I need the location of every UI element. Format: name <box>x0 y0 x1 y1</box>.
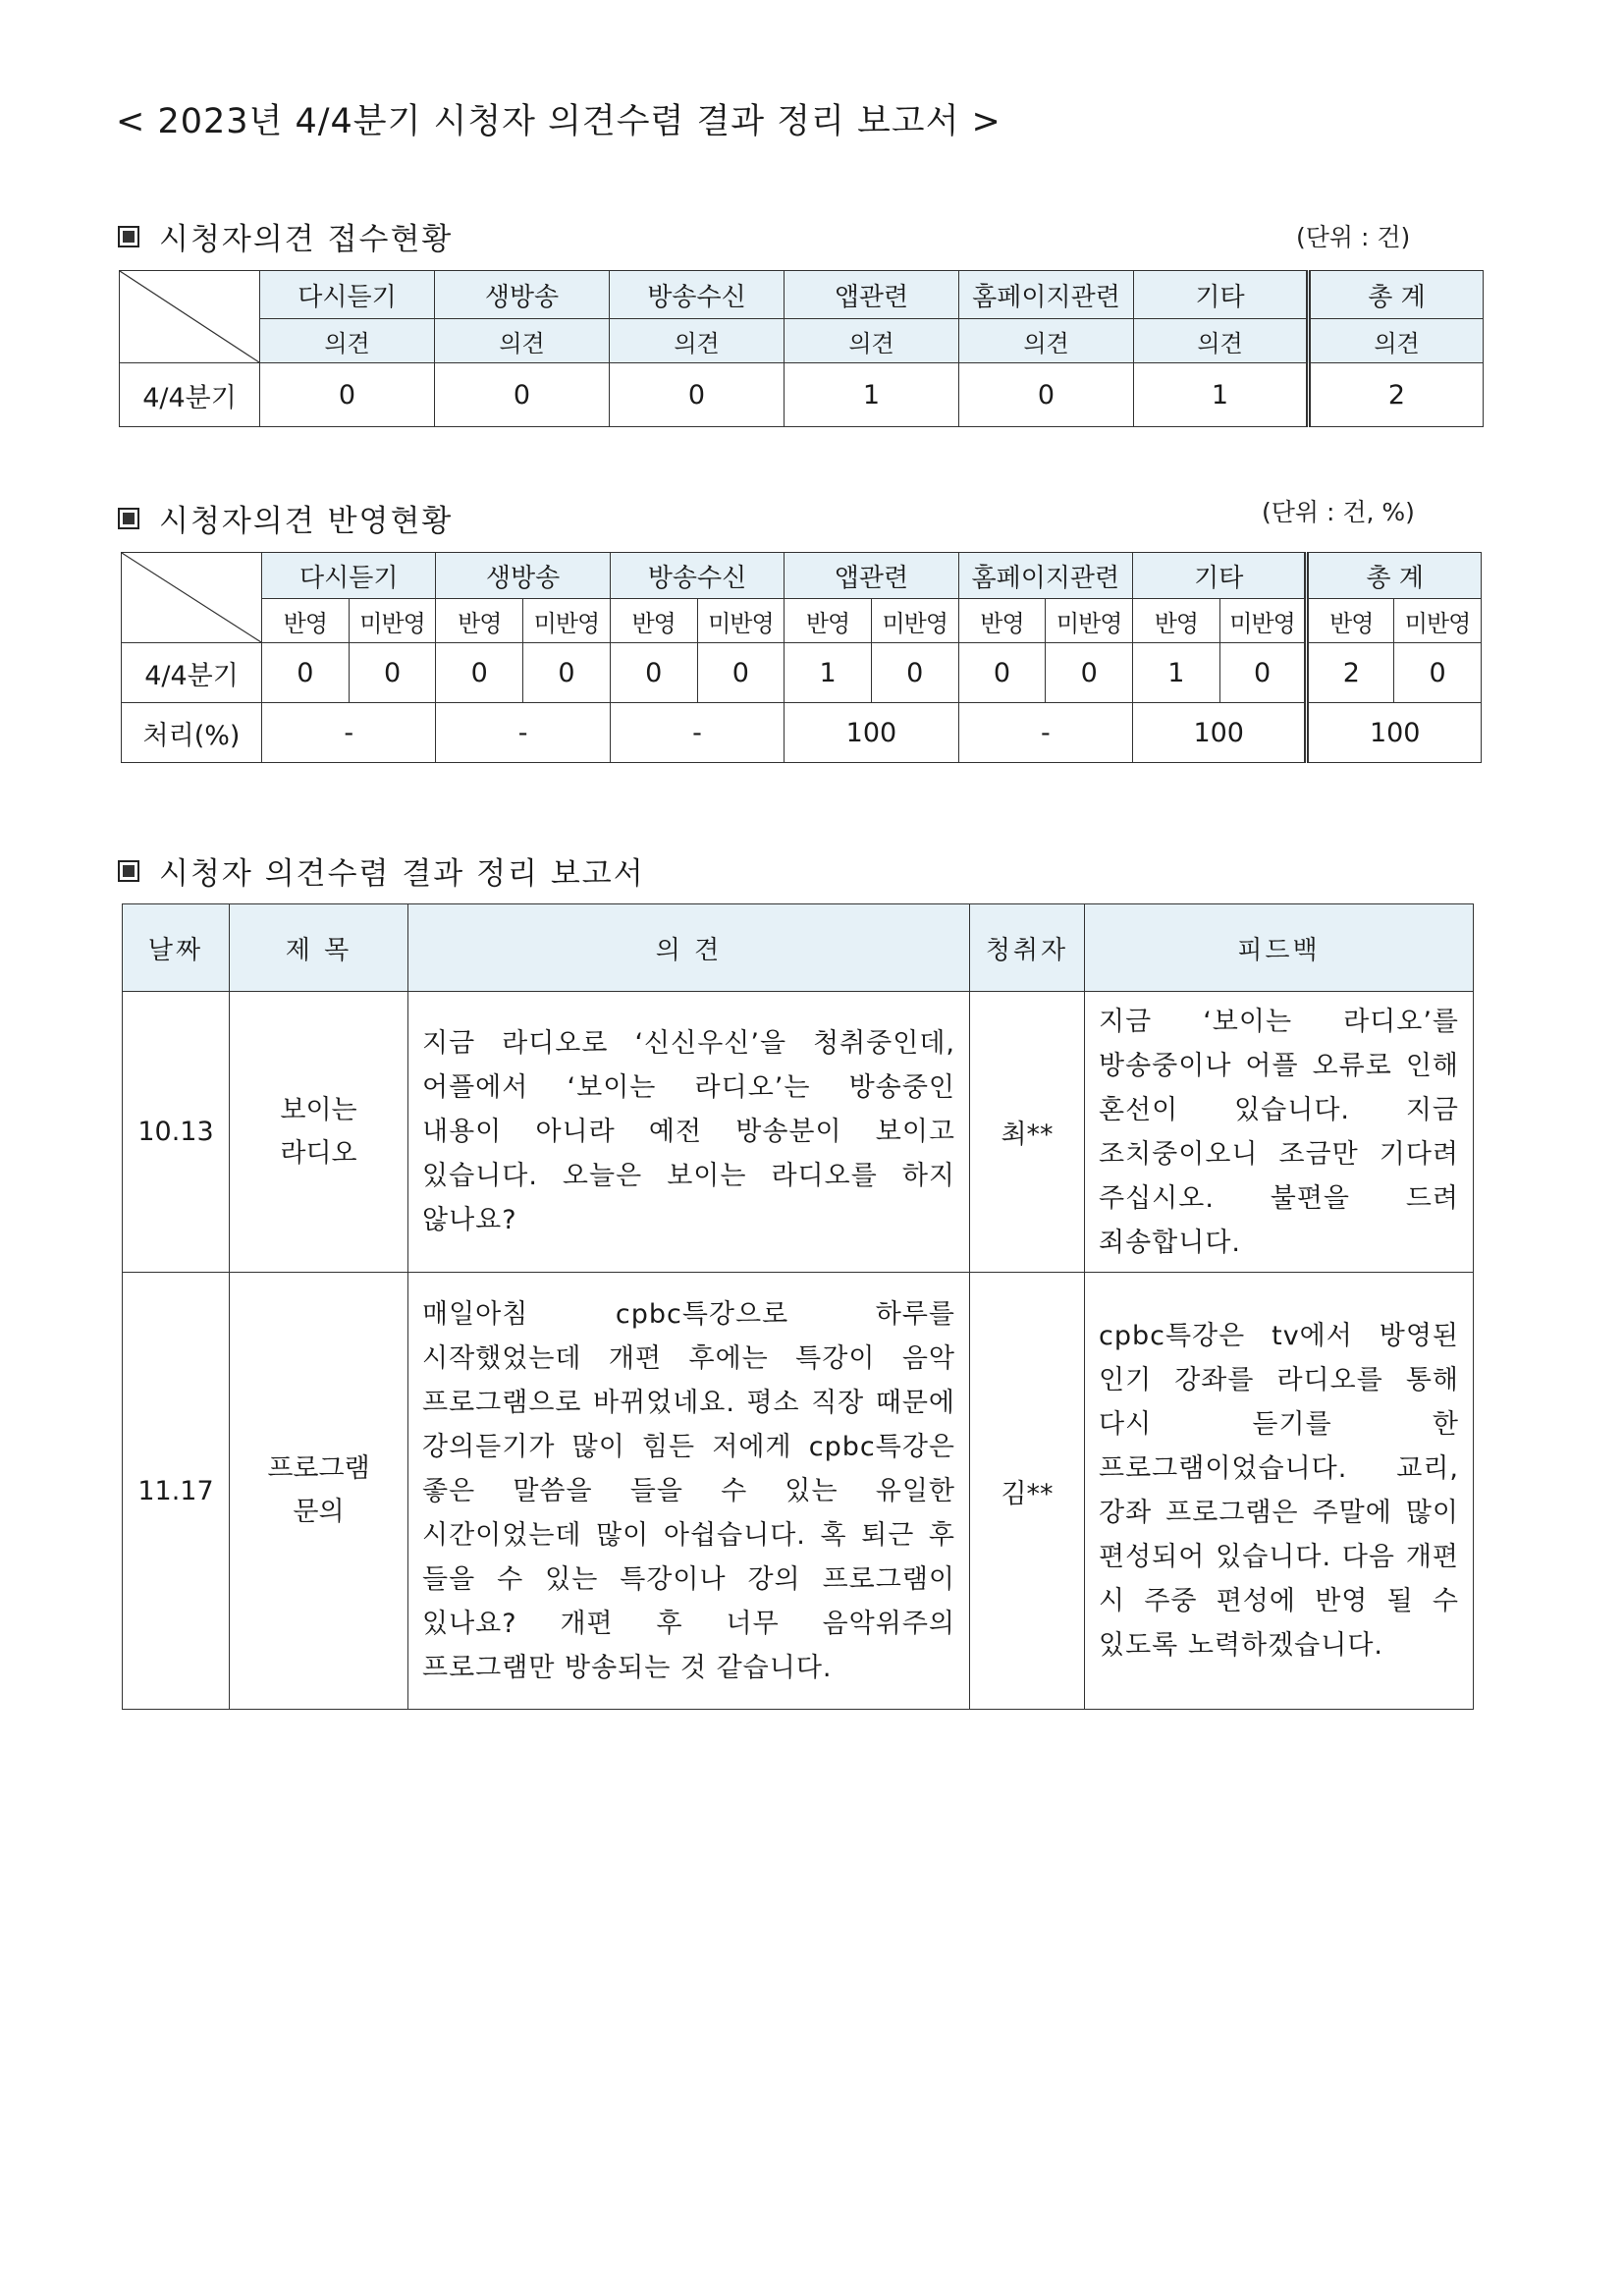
category-header: 다시듣기 <box>262 553 436 599</box>
category-header: 홈페이지관련 <box>959 271 1134 319</box>
value-cell: 0 <box>435 363 610 427</box>
subheader-reflected: 반영 <box>958 599 1046 643</box>
value-cell: 0 <box>260 363 435 427</box>
square-bullet-icon <box>118 226 139 247</box>
category-header: 기타 <box>1133 553 1307 599</box>
subject-cell: 프로그램 문의 <box>230 1273 408 1710</box>
value-cell: 2 <box>1307 643 1394 703</box>
subheader-unreflected: 미반영 <box>1046 599 1133 643</box>
value-cell: 1 <box>785 363 959 427</box>
subheader-unreflected: 미반영 <box>871 599 958 643</box>
subheader-unreflected: 미반영 <box>523 599 611 643</box>
value-cell: 0 <box>262 643 350 703</box>
value-cell: 1 <box>785 643 872 703</box>
date-cell: 11.17 <box>123 1273 230 1710</box>
value-cell: 0 <box>349 643 436 703</box>
header-listener: 청취자 <box>970 904 1085 992</box>
square-bullet-icon <box>118 508 139 529</box>
section2-heading <box>118 496 453 540</box>
subheader-reflected: 반영 <box>610 599 697 643</box>
subheader-reflected: 반영 <box>1133 599 1220 643</box>
subheader-reflected: 반영 <box>1307 599 1394 643</box>
value-cell: 0 <box>959 363 1134 427</box>
header-opinion: 의 견 <box>408 904 970 992</box>
percent-cell: 100 <box>1307 703 1482 763</box>
square-bullet-icon <box>118 860 139 882</box>
subheader-opinion: 의견 <box>959 319 1134 363</box>
table-row <box>123 992 1474 1273</box>
subheader-unreflected: 미반영 <box>1394 599 1482 643</box>
date-cell: 10.13 <box>123 992 230 1273</box>
subheader-opinion: 의견 <box>435 319 610 363</box>
document-title: < 2023년 4/4분기 시청자 의견수렴 결과 정리 보고서 > <box>116 102 1001 141</box>
value-cell: 0 <box>610 363 785 427</box>
category-header-total: 총 계 <box>1309 271 1484 319</box>
opinion-cell: 매일아침 cpbc특강으로 하루를 시작했었는데 개편 후에는 특강이 음악 프로그램으로 바뀌었네요. 평소 직장 때문에 강의듣기가 많이 힘든 저에게 cpbc특강은 좋은 말씀을 들을 수 있는 유일한 시간이었는데 많이 아쉽습니다. 혹 퇴근 후 들을 수 있는 특강이나 강의 프로그램이 있나요? 개편 후 너무 음악위주의 프로그램만 방송되는 것 같습니다. <box>408 1273 970 1710</box>
percent-cell: - <box>610 703 784 763</box>
category-header: 다시듣기 <box>260 271 435 319</box>
subheader-opinion: 의견 <box>1309 319 1484 363</box>
category-header: 기타 <box>1134 271 1309 319</box>
value-cell: 0 <box>958 643 1046 703</box>
subheader-reflected: 반영 <box>262 599 350 643</box>
section2-heading-text: 시청자의견 반영현황 <box>159 504 454 539</box>
subheader-opinion: 의견 <box>610 319 785 363</box>
opinion-report-table <box>122 903 1474 1710</box>
value-cell: 0 <box>523 643 611 703</box>
header-subject: 제 목 <box>230 904 408 992</box>
section1-unit: (단위 : 건) <box>1296 223 1411 251</box>
subheader-unreflected: 미반영 <box>1219 599 1307 643</box>
diagonal-header-cell <box>122 553 262 643</box>
subheader-unreflected: 미반영 <box>697 599 785 643</box>
value-cell: 0 <box>436 643 523 703</box>
value-cell: 0 <box>610 643 697 703</box>
value-cell: 0 <box>1219 643 1307 703</box>
value-cell: 0 <box>1394 643 1482 703</box>
category-header: 앱관련 <box>785 271 959 319</box>
percent-cell: 100 <box>785 703 958 763</box>
section1-heading-text: 시청자의견 접수현황 <box>159 222 454 257</box>
receipt-status-table <box>119 270 1484 427</box>
category-header: 생방송 <box>436 553 610 599</box>
subheader-reflected: 반영 <box>785 599 872 643</box>
category-header: 생방송 <box>435 271 610 319</box>
category-header: 방송수신 <box>610 553 784 599</box>
percent-cell: - <box>262 703 436 763</box>
category-header: 앱관련 <box>785 553 958 599</box>
percent-cell: - <box>958 703 1132 763</box>
listener-cell: 최** <box>970 992 1085 1273</box>
subheader-reflected: 반영 <box>436 599 523 643</box>
listener-cell: 김** <box>970 1273 1085 1710</box>
table-row <box>123 1273 1474 1710</box>
feedback-cell: 지금 ‘보이는 라디오’를 방송중이나 어플 오류로 인해 혼선이 있습니다. 지금 조치중이오니 조금만 기다려 주십시오. 불편을 드려 죄송합니다. <box>1085 992 1474 1273</box>
subheader-opinion: 의견 <box>260 319 435 363</box>
value-cell-total: 2 <box>1309 363 1484 427</box>
value-cell: 1 <box>1133 643 1220 703</box>
header-feedback: 피드백 <box>1085 904 1474 992</box>
value-cell: 0 <box>871 643 958 703</box>
subheader-unreflected: 미반영 <box>349 599 436 643</box>
feedback-cell: cpbc특강은 tv에서 방영된 인기 강좌를 라디오를 통해 다시 듣기를 한 프로그램이었습니다. 교리, 강좌 프로그램은 주말에 많이 편성되어 있습니다. 다음 개편 시 주중 편성에 반영 될 수 있도록 노력하겠습니다. <box>1085 1273 1474 1710</box>
row-label: 4/4분기 <box>120 363 260 427</box>
category-header: 방송수신 <box>610 271 785 319</box>
subheader-opinion: 의견 <box>1134 319 1309 363</box>
section3-heading <box>118 848 645 893</box>
section2-unit: (단위 : 건, %) <box>1262 498 1415 526</box>
row-label: 4/4분기 <box>122 643 262 703</box>
section1-heading <box>118 214 453 258</box>
subject-cell: 보이는 라디오 <box>230 992 408 1273</box>
section3-heading-text: 시청자 의견수렴 결과 정리 보고서 <box>159 856 645 892</box>
diagonal-header-cell <box>120 271 260 363</box>
category-header: 홈페이지관련 <box>958 553 1132 599</box>
category-header-total: 총 계 <box>1307 553 1482 599</box>
subheader-opinion: 의견 <box>785 319 959 363</box>
opinion-cell: 지금 라디오로 ‘신신우신’을 청취중인데, 어플에서 ‘보이는 라디오’는 방송중인 내용이 아니라 예전 방송분이 보이고 있습니다. 오늘은 보이는 라디오를 하지 않나요? <box>408 992 970 1273</box>
row-label: 처리(%) <box>122 703 262 763</box>
header-date: 날짜 <box>123 904 230 992</box>
value-cell: 0 <box>1046 643 1133 703</box>
value-cell: 1 <box>1134 363 1309 427</box>
percent-cell: - <box>436 703 610 763</box>
reflection-status-table <box>121 552 1482 763</box>
percent-cell: 100 <box>1133 703 1307 763</box>
value-cell: 0 <box>697 643 785 703</box>
